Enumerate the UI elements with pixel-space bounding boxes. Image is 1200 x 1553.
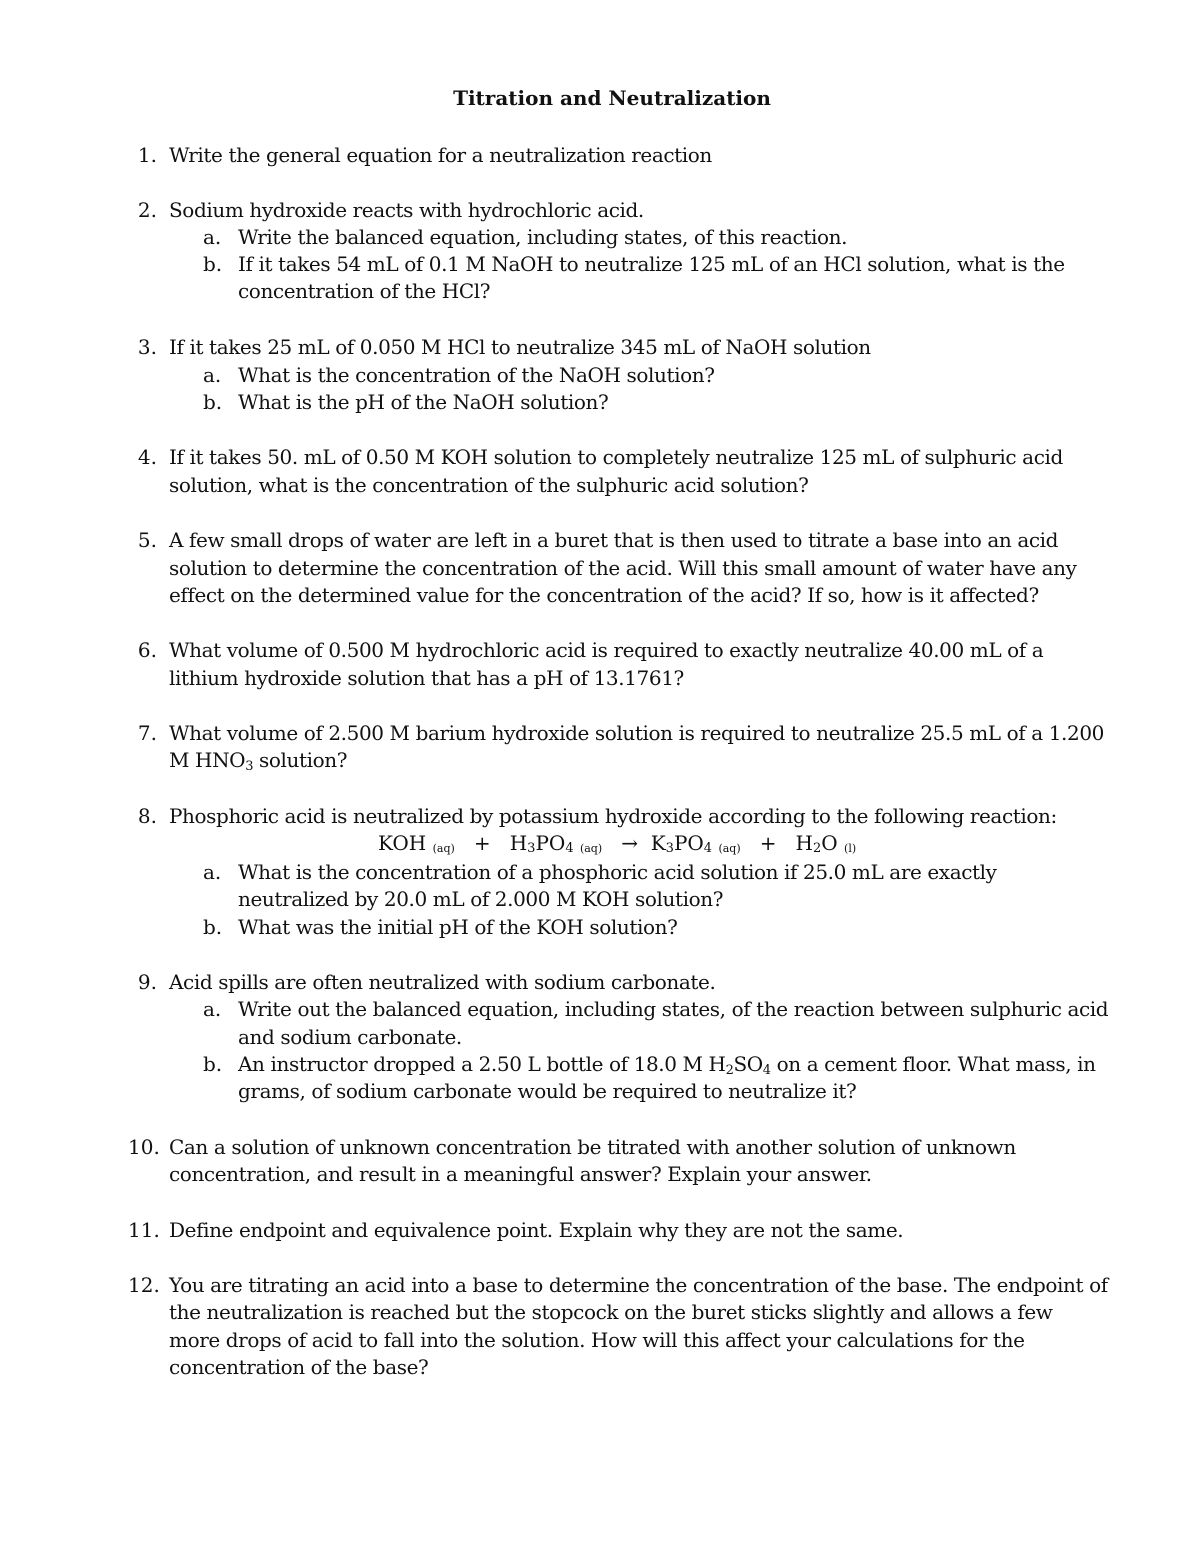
question-text: Sodium hydroxide reacts with hydrochloric acid.: [169, 198, 644, 222]
subquestion-letter: a.: [203, 225, 222, 249]
subquestion-text: Write out the balanced equation, including states, of the reaction between sulphuric acid: [238, 997, 1109, 1021]
question-text: solution to determine the concentration of the acid. Will this small amount of water have any: [169, 556, 1077, 580]
subquestion-letter: a.: [203, 363, 222, 387]
question-text: M $HNO_3$ solution?: [169, 748, 348, 774]
question-number: 10.: [128, 1135, 160, 1159]
question-text: Define endpoint and equivalence point. Explain why they are not the same.: [169, 1218, 904, 1242]
question-number: 9.: [137, 970, 157, 994]
subquestion-letter: a.: [203, 860, 222, 884]
page-title: Titration and Neutralization: [453, 86, 771, 110]
question-number: 3.: [137, 335, 157, 359]
question-number: 11.: [128, 1218, 160, 1242]
subquestion-text: If it takes 54 mL of 0.1 M NaOH to neutralize 125 mL of an HCl solution, what is the: [238, 252, 1065, 276]
question-text: Phosphoric acid is neutralized by potassium hydroxide according to the following reaction:: [169, 804, 1057, 828]
question-number: 5.: [137, 528, 157, 552]
question-text: Can a solution of unknown concentration be titrated with another solution of unknown: [169, 1135, 1016, 1159]
question-number: 1.: [137, 143, 157, 167]
question-number: 8.: [137, 804, 157, 828]
question-number: 2.: [137, 198, 157, 222]
subquestion-text: concentration of the HCl?: [238, 279, 491, 303]
question-text: If it takes 50. mL of 0.50 M KOH solution to completely neutralize 125 mL of sulphuric acid: [169, 445, 1063, 469]
question-text: concentration, and result in a meaningful answer? Explain your answer.: [169, 1162, 872, 1186]
subquestion-text: An instructor dropped a 2.50 L bottle of 18.0 M $H_2SO_4$ on a cement floor. What mass, in: [238, 1052, 1096, 1078]
subquestion-letter: b.: [203, 1052, 223, 1076]
subquestion-text: and sodium carbonate.: [238, 1025, 462, 1049]
question-text: If it takes 25 mL of 0.050 M HCl to neutralize 345 mL of NaOH solution: [169, 335, 871, 359]
subquestion-text: neutralized by 20.0 mL of 2.000 M KOH solution?: [238, 887, 724, 911]
subquestion-letter: a.: [203, 997, 222, 1021]
subquestion-text: What is the concentration of a phosphoric acid solution if 25.0 mL are exactly: [238, 860, 997, 884]
question-number: 4.: [137, 445, 157, 469]
question-text: effect on the determined value for the concentration of the acid? If so, how is it affected?: [169, 583, 1039, 607]
subquestion-letter: b.: [203, 252, 223, 276]
subquestion-text: grams, of sodium carbonate would be required to neutralize it?: [238, 1079, 857, 1103]
question-text: the neutralization is reached but the stopcock on the buret sticks slightly and allows a few: [169, 1300, 1053, 1324]
question-text: more drops of acid to fall into the solution. How will this affect your calculations for the: [169, 1328, 1025, 1352]
question-text: You are titrating an acid into a base to determine the concentration of the base. The endpoint of: [169, 1273, 1108, 1297]
question-text: lithium hydroxide solution that has a pH of 13.1761?: [169, 666, 684, 690]
subquestion-text: What is the pH of the NaOH solution?: [238, 390, 609, 414]
chemical-equation: KOH (aq) + H3PO4 (aq) → K3PO4 (aq) + H2O (l): [378, 831, 857, 856]
question-text: What volume of 0.500 M hydrochloric acid is required to exactly neutralize 40.00 mL of a: [169, 638, 1044, 662]
subquestion-text: Write the balanced equation, including states, of this reaction.: [238, 225, 848, 249]
question-text: concentration of the base?: [169, 1355, 429, 1379]
question-number: 12.: [128, 1273, 160, 1297]
question-number: 6.: [137, 638, 157, 662]
question-text: Write the general equation for a neutralization reaction: [169, 143, 712, 167]
question-text: What volume of 2.500 M barium hydroxide solution is required to neutralize 25.5 mL of a 1.200: [169, 721, 1104, 745]
question-number: 7.: [137, 721, 157, 745]
question-text: A few small drops of water are left in a buret that is then used to titrate a base into an acid: [169, 528, 1059, 552]
subquestion-text: What was the initial pH of the KOH solution?: [238, 915, 678, 939]
subquestion-letter: b.: [203, 390, 223, 414]
arrow-icon: →: [621, 831, 638, 855]
subquestion-text: What is the concentration of the NaOH solution?: [238, 363, 715, 387]
subquestion-letter: b.: [203, 915, 223, 939]
question-text: solution, what is the concentration of the sulphuric acid solution?: [169, 473, 809, 497]
question-text: Acid spills are often neutralized with sodium carbonate.: [169, 970, 716, 994]
